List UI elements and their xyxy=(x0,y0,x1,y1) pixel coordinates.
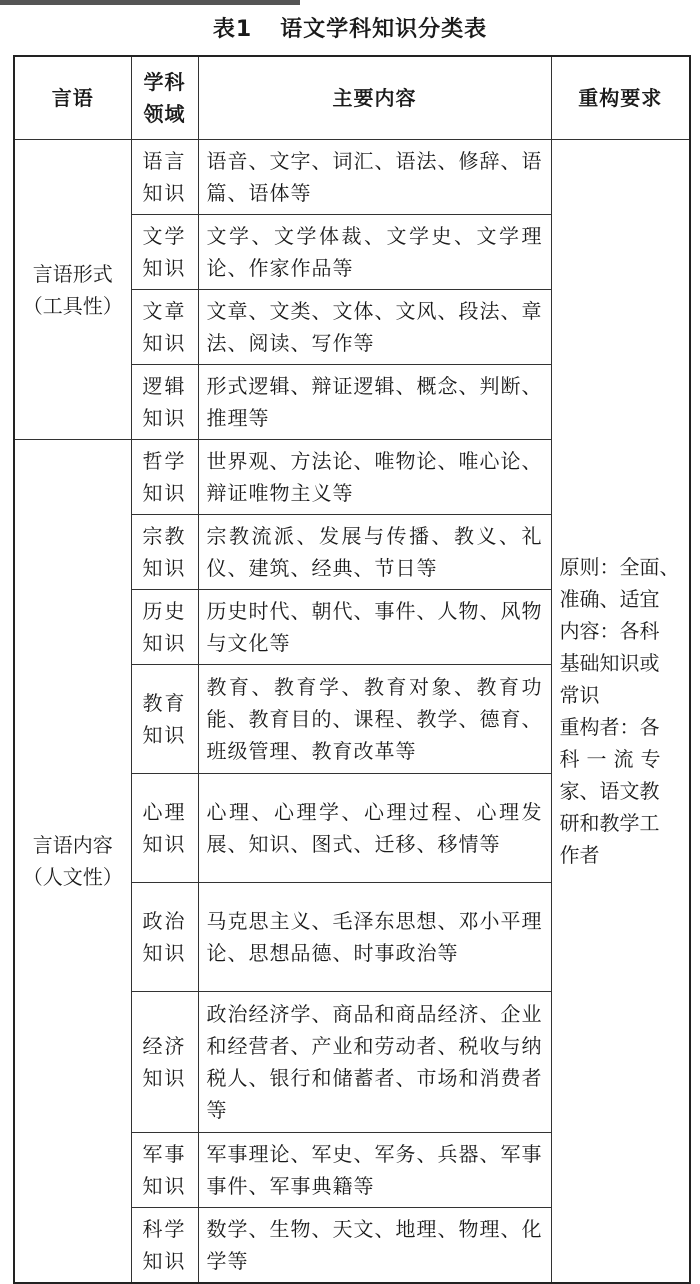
domain-line1: 语言 xyxy=(142,149,187,173)
domain-line2: 知识 xyxy=(142,723,187,747)
domain-line2: 知识 xyxy=(142,1174,187,1198)
category-label: 言语形式 xyxy=(32,261,113,286)
domain-cell xyxy=(131,140,198,215)
domain-cell xyxy=(131,515,198,590)
domain-line1: 历史 xyxy=(142,599,187,623)
domain-line1: 科学 xyxy=(142,1217,187,1241)
content-cell: 数学、生物、天文、地理、物理、化学等 xyxy=(198,1208,551,1284)
category-sublabel: （工具性） xyxy=(22,293,123,318)
header-requirement: 重构要求 xyxy=(551,56,690,140)
category-speech-form xyxy=(14,140,131,440)
category-label: 言语内容 xyxy=(32,833,113,857)
content-cell: 语音、文字、词汇、语法、修辞、语篇、语体等 xyxy=(198,140,551,215)
domain-line2: 知识 xyxy=(142,256,187,280)
domain-line1: 经济 xyxy=(142,1034,187,1058)
domain-line2: 知识 xyxy=(142,1066,187,1090)
domain-line1: 军事 xyxy=(142,1142,187,1166)
content-cell: 形式逻辑、辩证逻辑、概念、判断、推理等 xyxy=(198,365,551,440)
domain-line1: 心理 xyxy=(142,800,187,824)
category-sublabel: （人文性） xyxy=(22,865,123,889)
requirement-line: 常识 xyxy=(559,683,600,707)
domain-line2: 知识 xyxy=(142,832,187,856)
domain-line1: 哲学 xyxy=(142,449,187,473)
domain-cell xyxy=(131,774,198,883)
table-caption xyxy=(0,12,700,43)
requirement-line: 原则：全面、 xyxy=(559,555,680,579)
requirement-line: 准确、适宜 xyxy=(559,587,660,611)
content-cell: 宗教流派、发展与传播、教义、礼仪、建筑、经典、节日等 xyxy=(198,515,551,590)
domain-cell xyxy=(131,992,198,1133)
domain-cell xyxy=(131,365,198,440)
content-cell: 文章、文类、文体、文风、段法、章法、阅读、写作等 xyxy=(198,290,551,365)
domain-line1: 政治 xyxy=(142,909,187,933)
content-cell: 军事理论、军史、军务、兵器、军事事件、军事典籍等 xyxy=(198,1133,551,1208)
content-cell: 教育、教育学、教育对象、教育功能、教育目的、课程、教学、德育、班级管理、教育改革等 xyxy=(198,665,551,774)
content-cell: 心理、心理学、心理过程、心理发展、知识、图式、迁移、移情等 xyxy=(198,774,551,883)
domain-line1: 宗教 xyxy=(142,524,187,548)
domain-line2: 知识 xyxy=(142,331,187,355)
domain-line1: 文章 xyxy=(142,299,187,323)
table-title: 语文学科知识分类表 xyxy=(280,17,488,42)
requirement-line: 基础知识或 xyxy=(559,651,660,675)
domain-line2: 知识 xyxy=(142,631,187,655)
content-cell: 马克思主义、毛泽东思想、邓小平理论、思想品德、时事政治等 xyxy=(198,883,551,992)
content-cell: 文学、文学体裁、文学史、文学理论、作家作品等 xyxy=(198,215,551,290)
header-domain-line2: 领域 xyxy=(143,102,186,126)
content-cell: 历史时代、朝代、事件、人物、风物与文化等 xyxy=(198,590,551,665)
table-number: 表1 xyxy=(212,17,253,42)
header-row xyxy=(14,56,690,140)
domain-cell xyxy=(131,665,198,774)
header-speech: 言语 xyxy=(14,56,131,140)
requirement-line: 重构者：各 xyxy=(559,715,660,739)
domain-cell xyxy=(131,215,198,290)
domain-cell xyxy=(131,290,198,365)
requirement-line: 研和教学工 xyxy=(559,811,660,835)
header-content: 主要内容 xyxy=(198,56,551,140)
domain-line2: 知识 xyxy=(142,481,187,505)
domain-cell xyxy=(131,1208,198,1284)
domain-cell xyxy=(131,440,198,515)
header-domain-line1: 学科 xyxy=(143,70,186,94)
domain-line1: 文学 xyxy=(142,224,187,248)
domain-line2: 知识 xyxy=(142,406,187,430)
knowledge-classification-table xyxy=(13,55,691,1284)
domain-cell xyxy=(131,883,198,992)
cropped-previous-text xyxy=(0,0,300,5)
requirement-line: 作者 xyxy=(559,843,600,867)
requirement-cell xyxy=(551,140,690,1284)
domain-cell xyxy=(131,590,198,665)
content-cell: 政治经济学、商品和商品经济、企业和经营者、产业和劳动者、税收与纳税人、银行和储蓄者、市场和消费者等 xyxy=(198,992,551,1133)
domain-cell xyxy=(131,1133,198,1208)
content-cell: 世界观、方法论、唯物论、唯心论、辩证唯物主义等 xyxy=(198,440,551,515)
domain-line1: 逻辑 xyxy=(142,374,187,398)
domain-line1: 教育 xyxy=(142,691,187,715)
requirement-line: 家、语文教 xyxy=(559,779,660,803)
table-row xyxy=(14,140,690,215)
header-domain xyxy=(131,56,198,140)
domain-line2: 知识 xyxy=(142,941,187,965)
domain-line2: 知识 xyxy=(142,556,187,580)
requirement-line: 科一流专 xyxy=(559,747,668,771)
domain-line2: 知识 xyxy=(142,1249,187,1273)
requirement-line: 内容：各科 xyxy=(559,619,660,643)
category-speech-content xyxy=(14,440,131,1284)
domain-line2: 知识 xyxy=(142,181,187,205)
